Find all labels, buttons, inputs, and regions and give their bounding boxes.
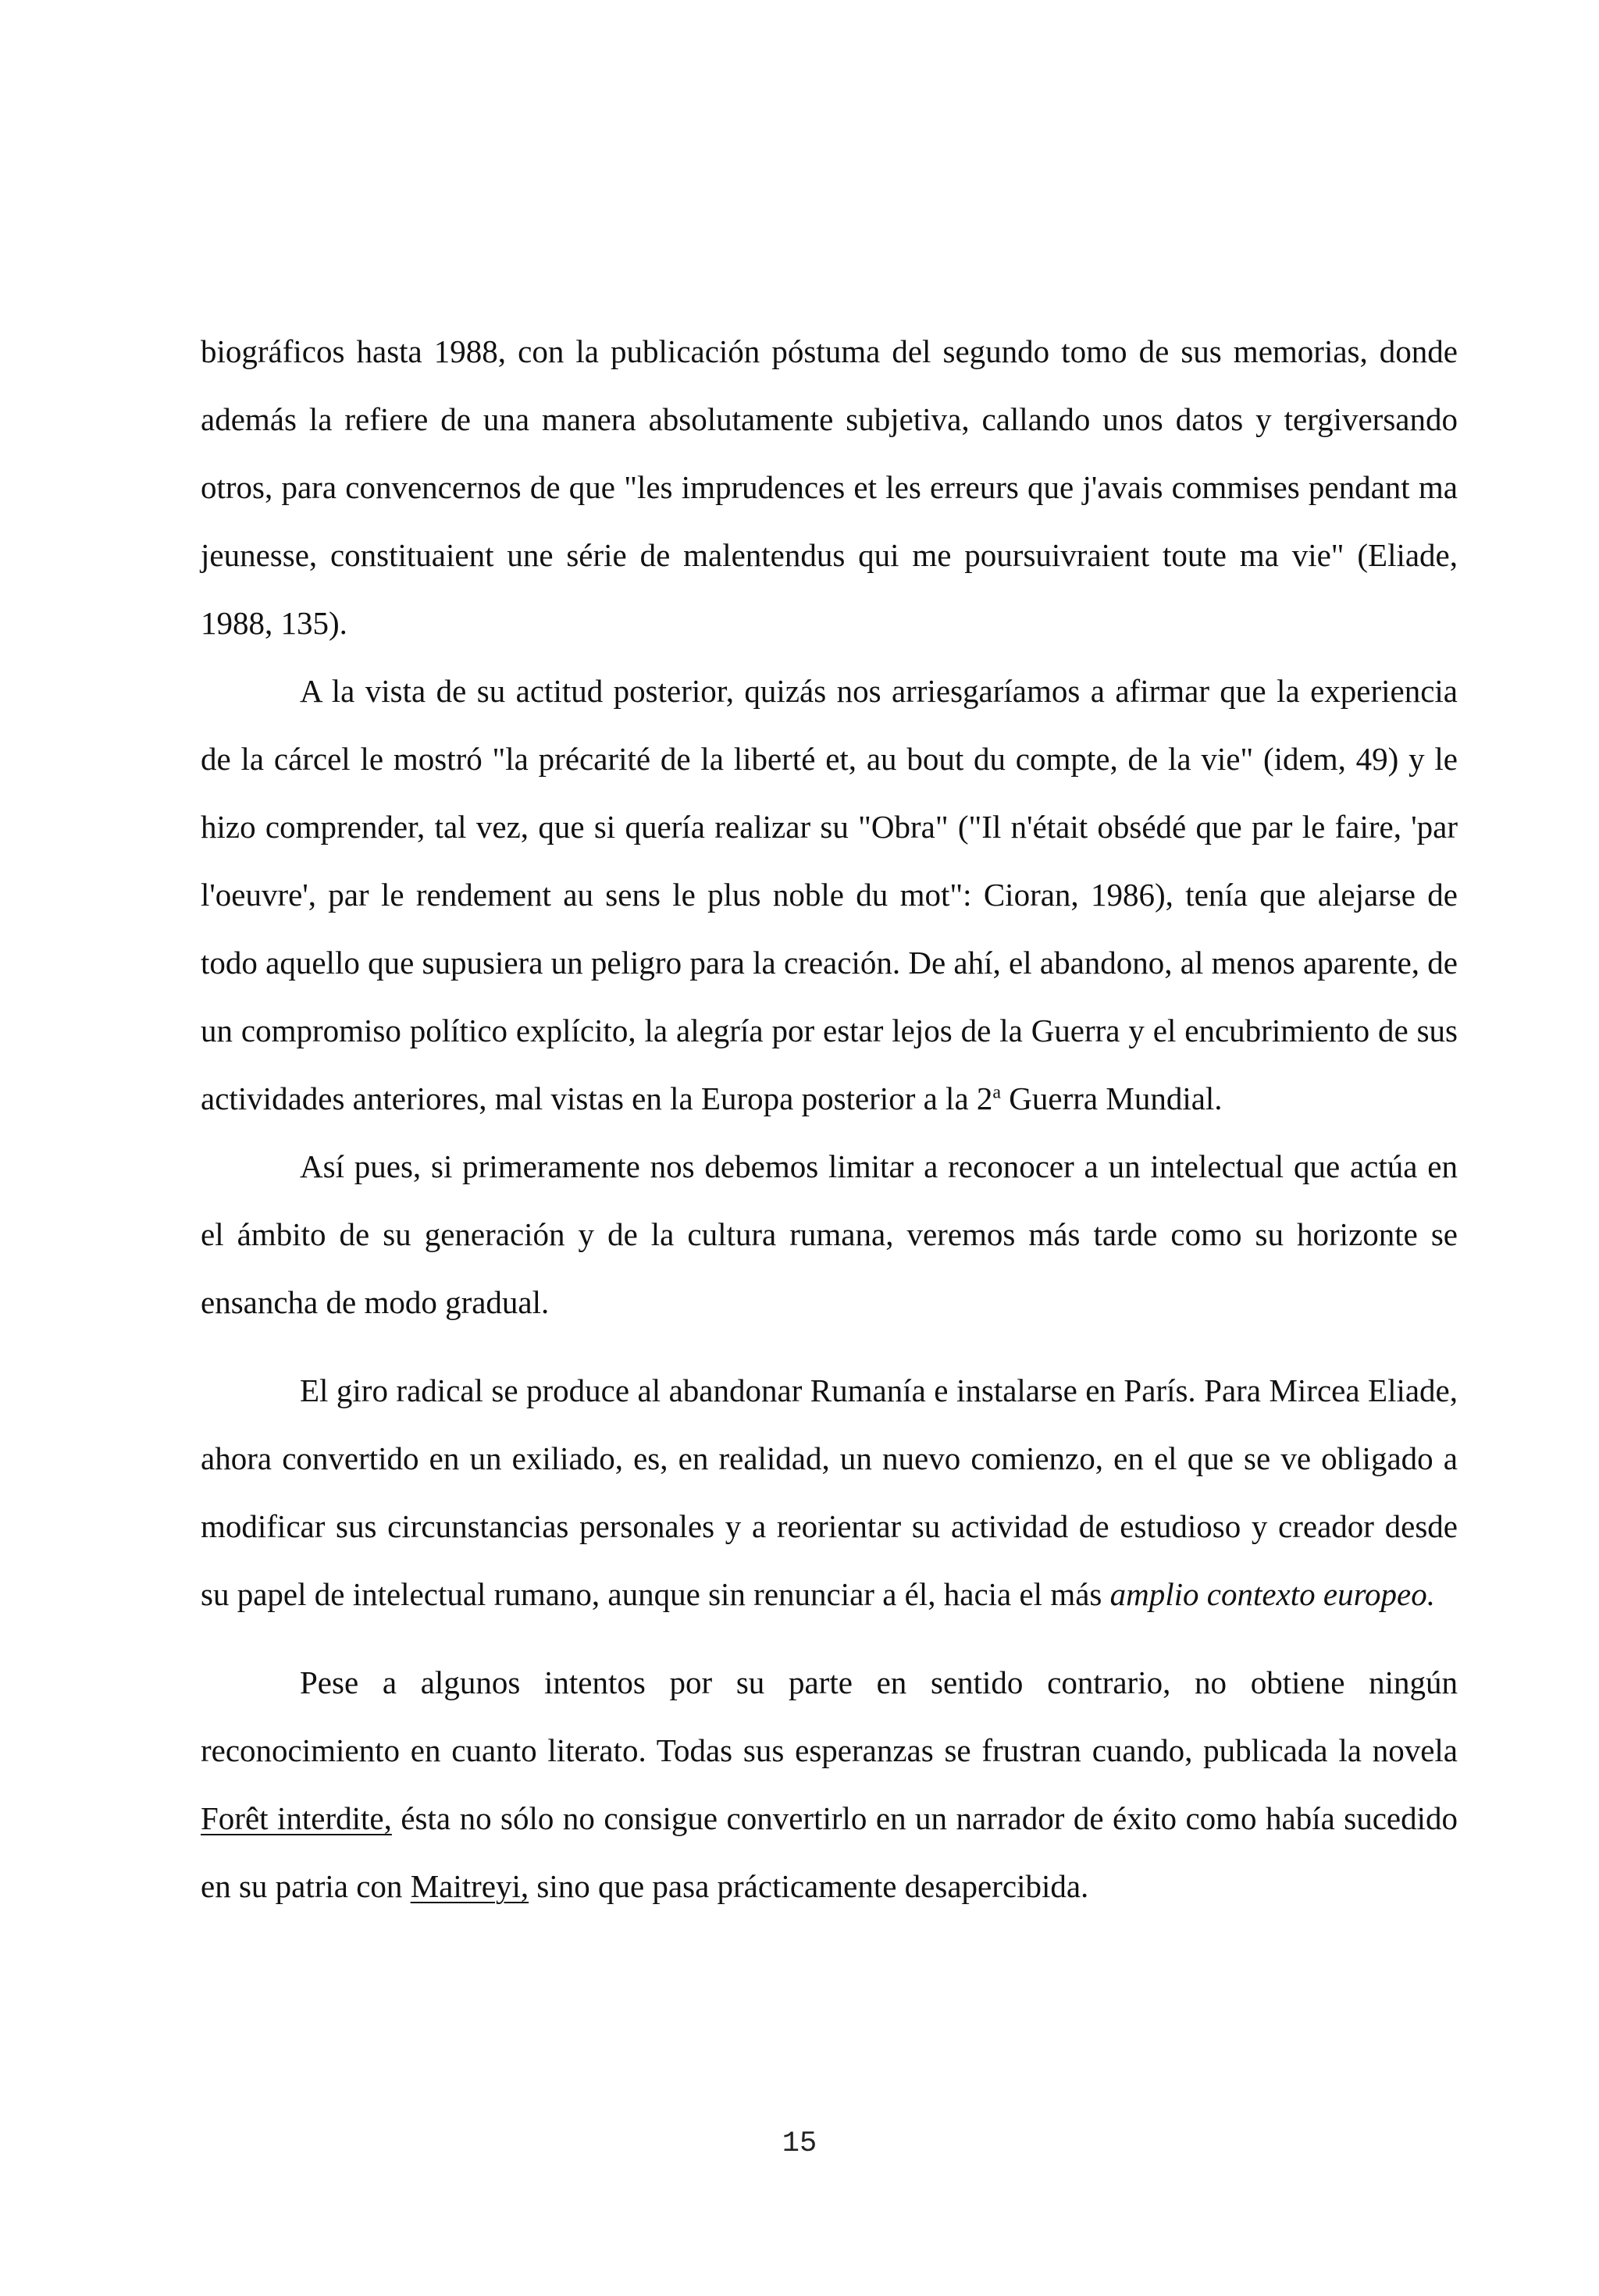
- ordinal-superscript: a: [992, 1082, 1002, 1103]
- paragraph-5: [201, 1649, 1458, 1920]
- paragraph-1: biográficos hasta 1988, con la publicación póstuma del segundo tomo de sus memorias, donde además la refiere de una manera absolutamente subjetiva, callando unos datos y tergiversando otros, para convencernos de que "les imprudences et les erreurs que j'avais commises pendant ma jeunesse, constituaient une série de malentendus qui me poursuivraient toute ma vie" (Eliade, 1988, 135).: [201, 333, 1458, 641]
- book-title-maitreyi: Maitreyi,: [410, 1868, 529, 1904]
- paragraph-4-italic: amplio contexto europeo.: [1109, 1576, 1435, 1612]
- paragraph-5-end: sino que pasa prácticamente desapercibida.: [529, 1868, 1089, 1904]
- paragraph-5-middle: ésta no sólo no consigue convertirlo en un narrador de éxito como había sucedido en su patria con: [201, 1800, 1458, 1904]
- paragraph-2-text: A la vista de su actitud posterior, quizás nos arriesgaríamos a afirmar que la experiencia de la cárcel le mostró "la précarité de la liberté et, au bout du compte, de la vie" (idem, 49) y le hizo comprender, tal vez, que si quería realizar su "Obra" ("Il n'était obsédé que par le faire, 'par l'oeuvre', par le rendement au sens le plus noble du mot": Cioran, 1986), tenía que alejarse de todo aquello que supusiera un peligro para la creación. De ahí, el abandono, al menos aparente, de un compromiso político explícito, la alegría por estar lejos de la Guerra y el encubrimiento de sus actividades anteriores, mal vistas en la Europa posterior a la 2: [201, 673, 1458, 1116]
- paragraph-3: Así pues, si primeramente nos debemos limitar a reconocer a un intelectual que actúa en el ámbito de su generación y de la cultura rumana, veremos más tarde como su horizonte se ensancha de modo gradual.: [201, 1148, 1458, 1320]
- book-title-foret-interdite: Forêt interdite,: [201, 1800, 392, 1836]
- paragraph-4: [201, 1357, 1458, 1629]
- paragraph-2: [201, 657, 1458, 1133]
- body-text: [201, 318, 1458, 1920]
- page-number: 15: [782, 2127, 817, 2160]
- paragraph-2-end: Guerra Mundial.: [1001, 1080, 1223, 1116]
- paragraph-5-text: Pese a algunos intentos por su parte en sentido contrario, no obtiene ningún reconocimiento en cuanto literato. Todas sus esperanzas se frustran cuando, publicada la novela: [201, 1664, 1458, 1768]
- paragraph-4-text: El giro radical se produce al abandonar Rumanía e instalarse en París. Para Mircea Eliade, ahora convertido en un exiliado, es, en realidad, un nuevo comienzo, en el que se ve obligado a modificar sus circunstancias personales y a reorientar su actividad de estudioso y creador desde su papel de intelectual rumano, aunque sin renunciar a él, hacia el más: [201, 1372, 1458, 1612]
